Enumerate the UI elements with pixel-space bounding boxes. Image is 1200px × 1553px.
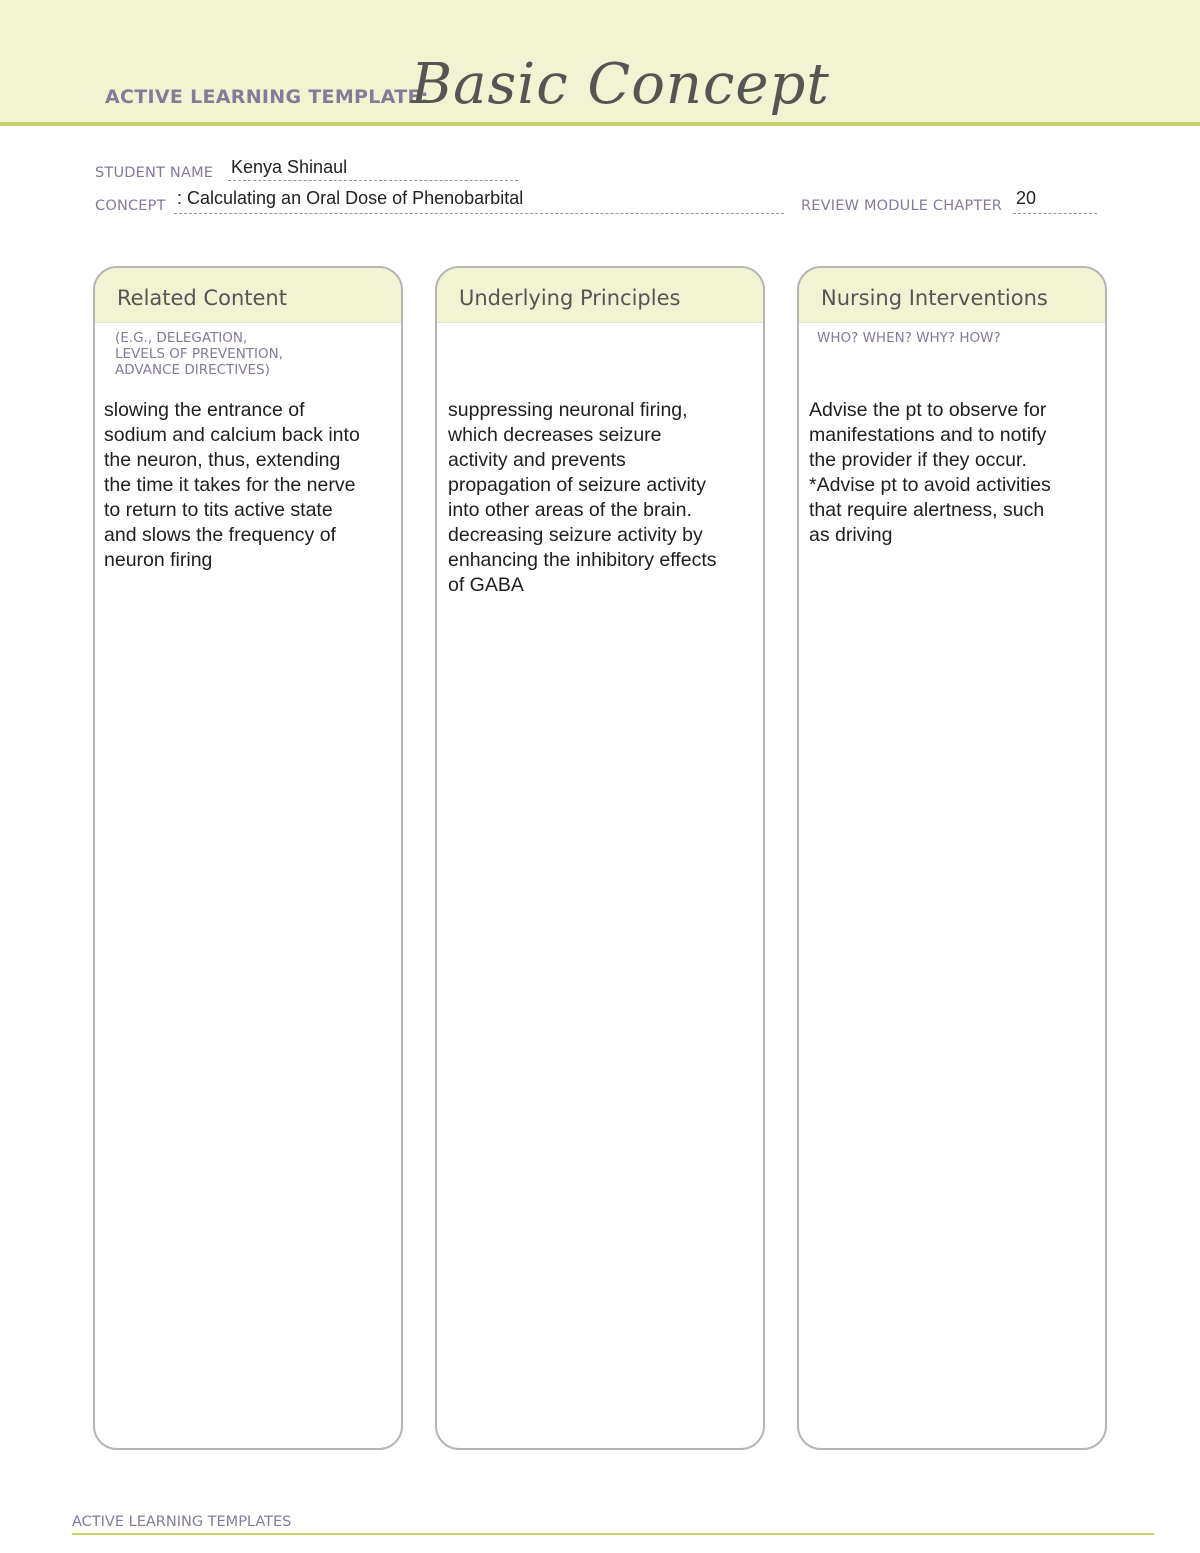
page-title: Basic Concept — [411, 52, 830, 117]
card-title: Nursing Interventions — [821, 286, 1048, 310]
card-title: Underlying Principles — [459, 286, 681, 310]
header-divider — [0, 122, 1200, 126]
card-body-text[interactable]: slowing the entrance of sodium and calcium back into the neuron, thus, extending the time it takes for the nerve to return to tits active state and slows the frequency of neuron firing — [104, 399, 360, 571]
nursing-interventions-card — [797, 266, 1107, 1450]
student-name-label: STUDENT NAME — [95, 165, 214, 181]
concept-line — [174, 213, 784, 214]
template-kicker: ACTIVE LEARNING TEMPLATE: — [105, 86, 429, 108]
card-body-text[interactable]: Advise the pt to observe for manifestations and to notify the provider if they occur. *Advise pt to avoid activities that require alertness, such as driving — [809, 399, 1051, 546]
review-chapter-line — [1013, 213, 1097, 214]
student-name-line — [228, 180, 518, 181]
review-chapter-field[interactable]: 20 — [1016, 188, 1037, 208]
student-name-field[interactable]: Kenya Shinaul — [231, 157, 348, 177]
card-body-text[interactable]: suppressing neuronal firing, which decreases seizure activity and prevents propagation of seizure activity into other areas of the brain. decreasing seizure activity by enhancing the inhibitory effects of GABA — [448, 399, 717, 596]
card-title: Related Content — [117, 286, 287, 310]
review-chapter-label: REVIEW MODULE CHAPTER — [801, 198, 1003, 214]
card-subtitle: (E.G., DELEGATION, LEVELS OF PREVENTION, ADVANCE DIRECTIVES) — [115, 330, 284, 378]
underlying-principles-card — [435, 266, 765, 1450]
footer-label: ACTIVE LEARNING TEMPLATES — [72, 1514, 292, 1530]
concept-label: CONCEPT — [95, 198, 166, 214]
footer-divider — [72, 1533, 1154, 1535]
concept-field[interactable]: : Calculating an Oral Dose of Phenobarbital — [177, 188, 524, 208]
related-content-card — [93, 266, 403, 1450]
card-subtitle: WHO? WHEN? WHY? HOW? — [817, 330, 1001, 346]
